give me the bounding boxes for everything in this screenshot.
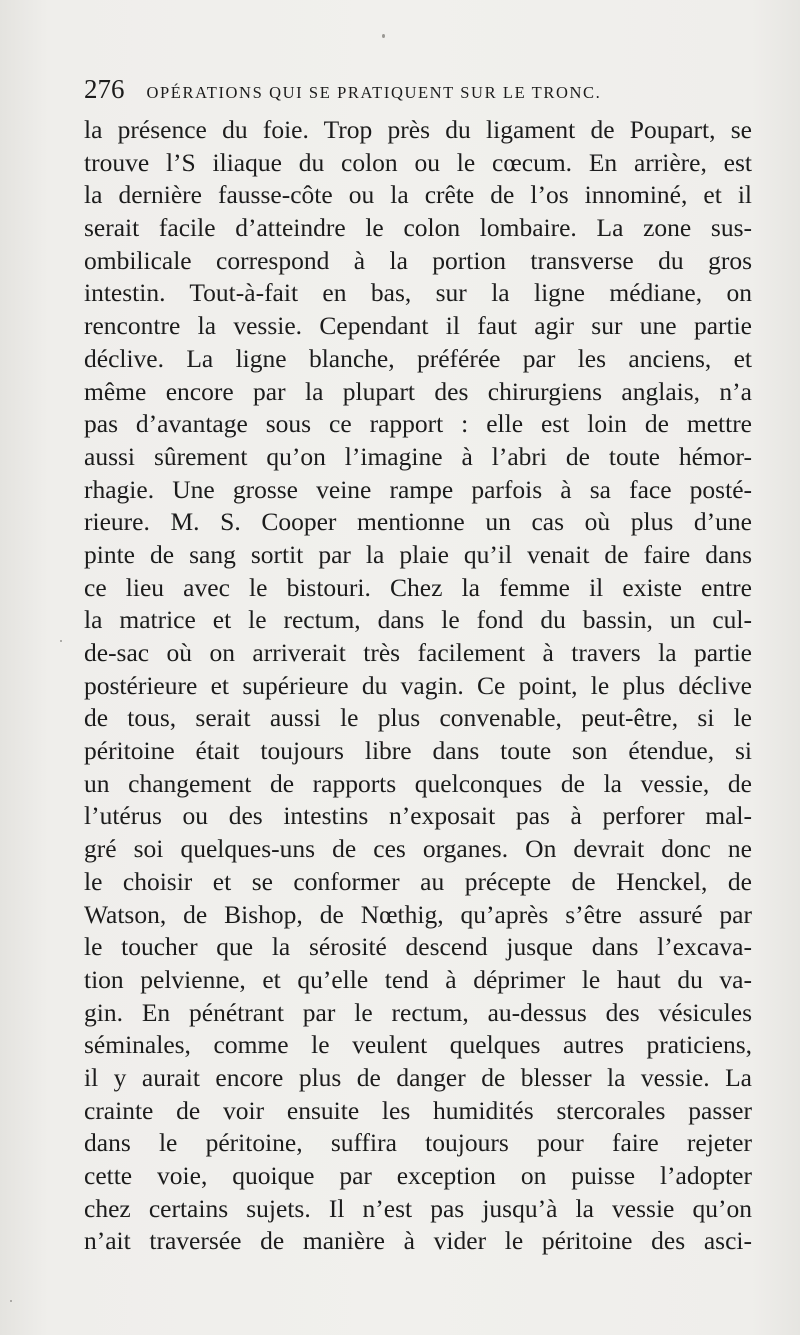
text-line: la présence du foie. Trop près du ligament de Poupart, se (84, 115, 752, 144)
text-line: la dernière fausse-côte ou la crête de l’os innominé, et il (84, 180, 752, 210)
page-header (84, 74, 714, 105)
text-line: séminales, comme le veulent quelques autres praticiens, (84, 1030, 752, 1060)
text-line: le choisir et se conformer au précepte de Henckel, de (84, 866, 752, 896)
text-line: même encore par la plupart des chirurgiens anglais, n’a (84, 376, 752, 406)
text-line: intestin. Tout-à-fait en bas, sur la ligne médiane, on (84, 278, 752, 308)
text-line: dans le péritoine, suffira toujours pour faire rejeter (84, 1128, 752, 1158)
body-text (84, 114, 752, 1258)
text-line: postérieure et supérieure du vagin. Ce point, le plus déclive (84, 670, 752, 700)
paper-speck (10, 1300, 12, 1302)
text-line: aussi sûrement qu’on l’imagine à l’abri de toute hémor- (84, 441, 752, 471)
text-line: trouve l’S iliaque du colon ou le cœcum. En arrière, est (84, 147, 752, 177)
text-line: ombilicale correspond à la portion transverse du gros (84, 245, 752, 275)
text-line: la matrice et le rectum, dans le fond du bassin, un cul- (84, 605, 752, 635)
paper-speck (382, 34, 385, 38)
text-line: Watson, de Bishop, de Nœthig, qu’après s’être assuré par (84, 899, 752, 929)
text-line: cette voie, quoique par exception on puisse l’adopter (84, 1161, 752, 1190)
text-line: il y aurait encore plus de danger de blesser la vessie. La (84, 1062, 752, 1092)
text-line: le toucher que la sérosité descend jusque dans l’excava- (84, 932, 752, 962)
text-line: tion pelvienne, et qu’elle tend à déprimer le haut du va- (84, 964, 752, 994)
text-line: de-sac où on arriverait très facilement à travers la partie (84, 638, 752, 667)
text-line: ce lieu avec le bistouri. Chez la femme il existe entre (84, 572, 752, 602)
text-line: gin. En pénétrant par le rectum, au-dessus des vésicules (84, 997, 752, 1027)
text-line: chez certains sujets. Il n’est pas jusqu’à la vessie qu’on (84, 1193, 752, 1223)
text-line: pas d’avantage sous ce rapport : elle est loin de mettre (84, 409, 752, 439)
page-number: 276 (84, 74, 125, 104)
text-line: de tous, serait aussi le plus convenable, peut-être, si le (84, 703, 752, 733)
text-line: rencontre la vessie. Cependant il faut agir sur une partie (84, 311, 752, 341)
text-line: pinte de sang sortit par la plaie qu’il venait de faire dans (84, 539, 752, 569)
text-line: gré soi quelques-uns de ces organes. On devrait donc ne (84, 834, 752, 864)
paper-speck (60, 640, 62, 642)
text-line: crainte de voir ensuite les humidités stercorales passer (84, 1095, 752, 1125)
text-line: serait facile d’atteindre le colon lombaire. La zone sus- (84, 213, 752, 243)
text-line: péritoine était toujours libre dans toute son étendue, si (84, 736, 752, 766)
text-line: l’utérus ou des intestins n’exposait pas à perforer mal- (84, 801, 752, 831)
text-line: déclive. La ligne blanche, préférée par les anciens, et (84, 343, 752, 373)
text-line: n’ait traversée de manière à vider le péritoine des asci- (84, 1226, 752, 1256)
running-head: OPÉRATIONS QUI SE PRATIQUENT SUR LE TRONC. (146, 83, 602, 102)
text-line: rhagie. Une grosse veine rampe parfois à sa face posté- (84, 474, 752, 504)
text-line: un changement de rapports quelconques de la vessie, de (84, 768, 752, 798)
text-line: rieure. M. S. Cooper mentionne un cas où plus d’une (84, 507, 752, 537)
